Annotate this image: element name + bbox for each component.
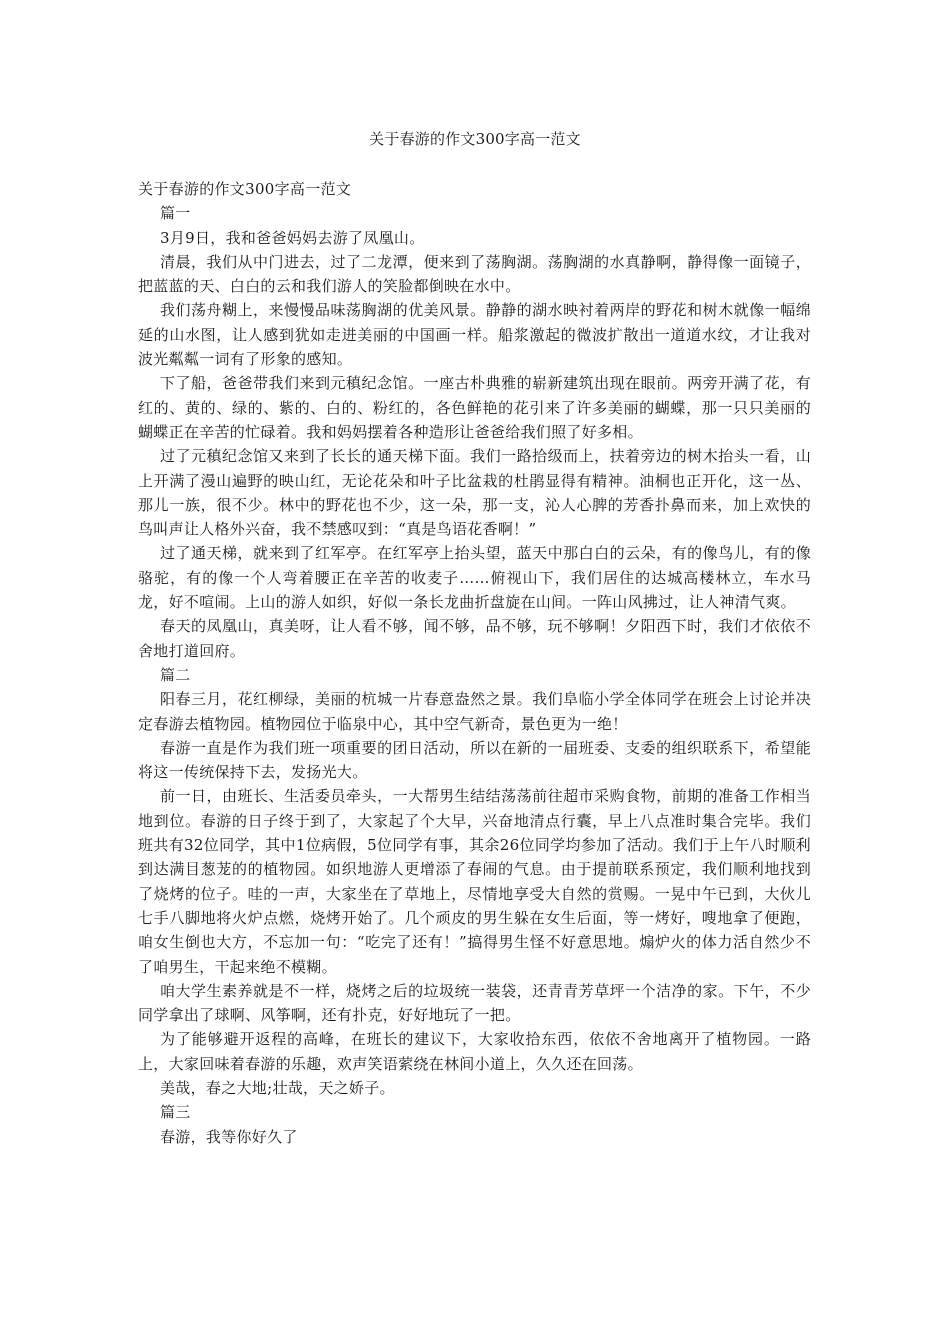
body-paragraph: 清晨，我们从中门进去，过了二龙潭，便来到了荡胸湖。荡胸湖的水真静啊，静得像一面镜子，把蓝蓝的天、白白的云和我们游人的笑脸都倒映在水中。 [138, 252, 811, 296]
body-paragraph: 春游，我等你好久了 [160, 1127, 298, 1146]
body-paragraph: 篇二 [160, 665, 191, 684]
body-paragraph: 过了通天梯，就来到了红军亭。在红军亭上抬头望，蓝天中那白白的云朵，有的像鸟儿，有的像骆驼，有的像一个人弯着腰正在辛苦的收麦子……俯视山下，我们居住的达城高楼林立，车水马龙，好不喧闹。上山的游人如织，好似一条长龙曲折盘旋在山间。一阵山风拂过，让人神清气爽。 [138, 544, 811, 612]
body-paragraph: 篇一 [160, 204, 191, 223]
body-paragraph: 前一日，由班长、生活委员牵头，一大帮男生结结荡荡前往超市采购食物，前期的准备工作相当地到位。春游的日子终于到了，大家起了个大早，兴奋地清点行囊，早上八点准时集合完毕。我们班共有32位同学，其中1位病假，5位同学有事，其余26位同学均参加了活动。我们于上午八时顺利到达满目葱茏的的植物园。如织地游人更增添了春闹的气息。由于提前联系预定，我们顺利地找到了烧烤的位子。哇的一声，大家坐在了草地上，尽情地享受大自然的赏赐。一晃中午已到，大伙儿七手八脚地将火炉点燃，烧烤开始了。几个顽皮的男生躲在女生后面，等一烤好，嗖地拿了便跑，咱女生倒也大方，不忘加一句：“吃完了还有！”搞得男生怪不好意思地。煽炉火的体力活自然少不了咱男生，干起来绝不模糊。 [138, 787, 811, 976]
body-paragraph: 美哉，春之大地;壮哉，天之娇子。 [160, 1078, 395, 1097]
document-subtitle: 关于春游的作文300字高一范文 [138, 180, 352, 198]
body-paragraph: 咱大学生素养就是不一样，烧烤之后的垃圾统一装袋，还青青芳草坪一个洁净的家。下午，不少同学拿出了球啊、风筝啊，还有扑克，好好地玩了一把。 [138, 981, 811, 1025]
document-title: 关于春游的作文300字高一范文 [369, 130, 581, 148]
body-paragraph: 过了元稹纪念馆又来到了长长的通天梯下面。我们一路拾级而上，扶着旁边的树木抬头一看，山上开满了漫山遍野的映山红，无论花朵和叶子比盆栽的杜鹃显得有精神。油桐也正开化，这一丛、那儿一族，很不少。林中的野花也不少，这一朵，那一支，沁人心脾的芳香扑鼻而来，加上欢快的鸟叫声让人格外兴奋，我不禁感叹到：“真是鸟语花香啊！” [138, 447, 811, 539]
body-paragraph: 我们荡舟糊上，来慢慢品味荡胸湖的优美风景。静静的湖水映衬着两岸的野花和树木就像一幅绵延的山水图，让人感到犹如走进美丽的中国画一样。船浆激起的微波扩散出一道道水纹，才让我对波光粼粼一词有了形象的感知。 [138, 301, 811, 369]
body-paragraph: 春天的凤凰山，真美呀，让人看不够，闻不够，品不够，玩不够啊！夕阳西下时，我们才依依不舍地打道回府。 [138, 617, 811, 660]
body-paragraph: 阳春三月，花红柳绿，美丽的杭城一片春意盎然之景。我们阜临小学全体同学在班会上讨论并决定春游去植物园。植物园位于临泉中心，其中空气新奇，景色更为一绝！ [138, 690, 811, 733]
body-paragraph: 3月9日，我和爸爸妈妈去游了凤凰山。 [160, 228, 425, 247]
body-paragraph: 为了能够避开返程的高峰，在班长的建议下，大家收拾东西，依依不舍地离开了植物园。一路上，大家回味着春游的乐趣，欢声笑语萦绕在林间小道上，久久还在回荡。 [138, 1030, 811, 1073]
document-body [138, 177, 811, 1149]
body-paragraph: 篇三 [160, 1103, 191, 1122]
body-paragraph: 下了船，爸爸带我们来到元稹纪念馆。一座古朴典雅的崭新建筑出现在眼前。两旁开满了花，有红的、黄的、绿的、紫的、白的、粉红的，各色鲜艳的花引来了许多美丽的蝴蝶，那一只只美丽的蝴蝶正在辛苦的忙碌着。我和妈妈摆着各种造形让爸爸给我们照了好多相。 [138, 374, 811, 441]
body-paragraph: 春游一直是作为我们班一项重要的团日活动，所以在新的一届班委、支委的组织联系下，希望能将这一传统保持下去，发扬光大。 [138, 738, 811, 782]
